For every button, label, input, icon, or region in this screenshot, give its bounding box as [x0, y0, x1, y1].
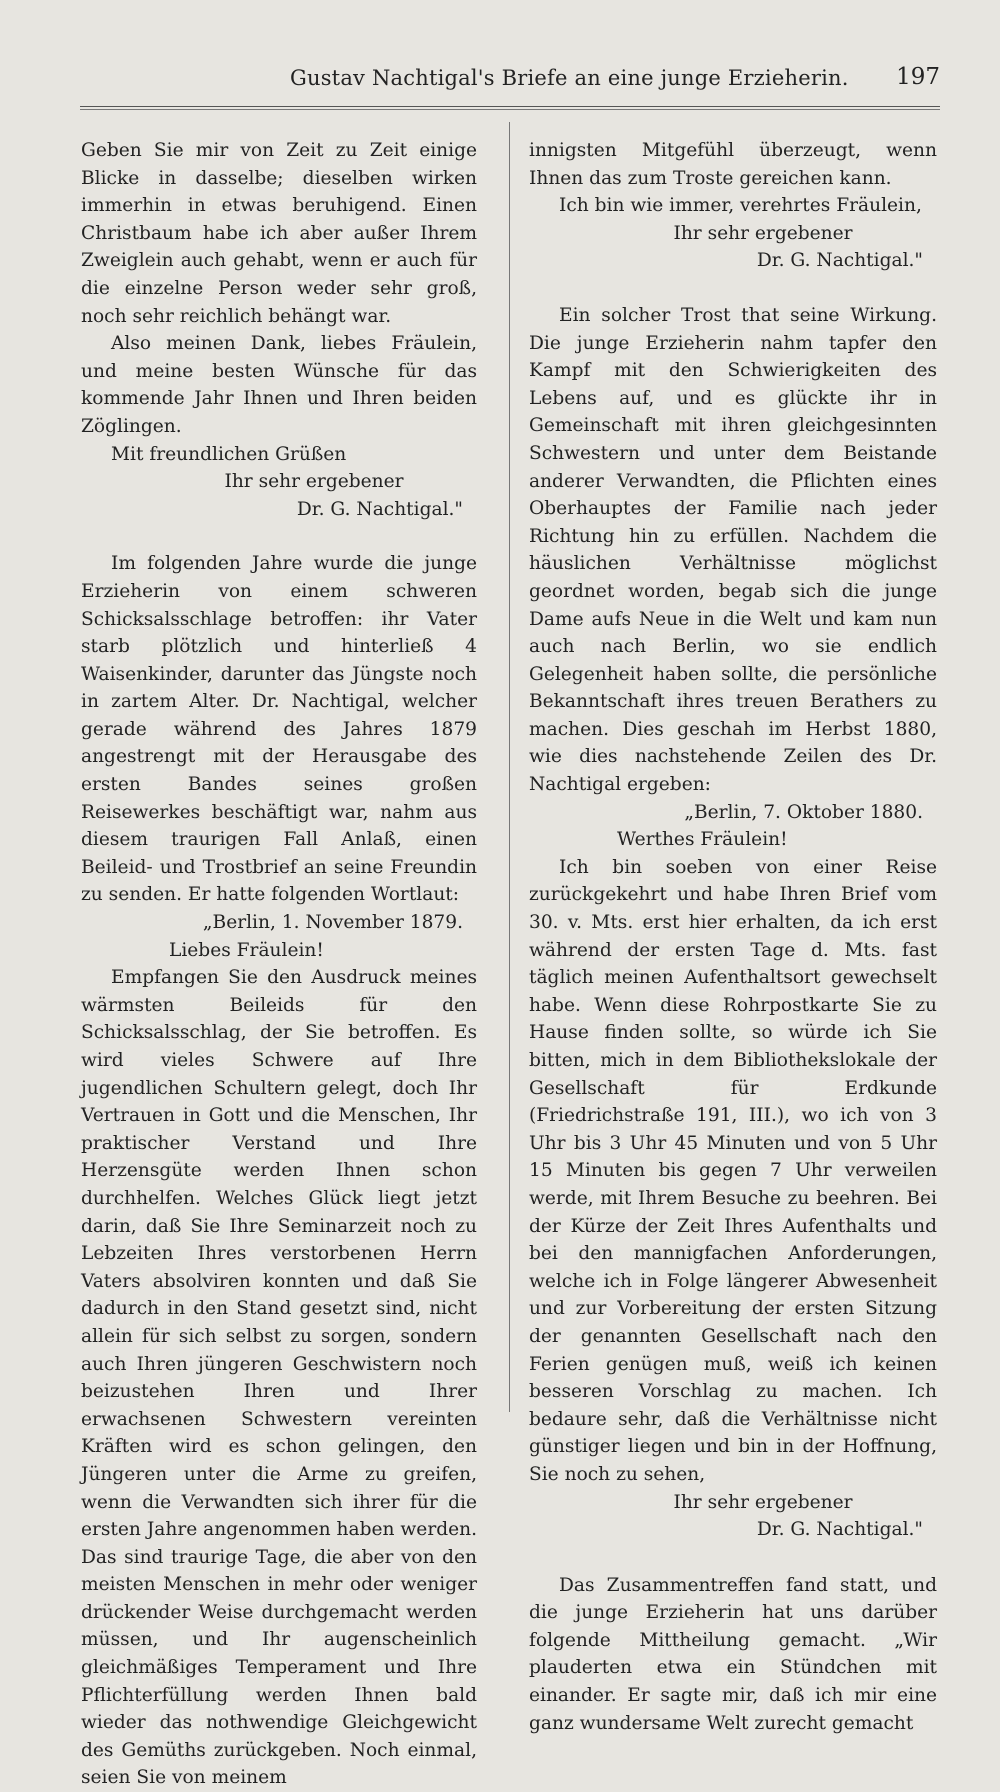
letter-closing: Mit freundlichen Grüßen	[111, 443, 347, 465]
paragraph: Ich bin wie immer, verehrtes Fräulein,	[559, 195, 922, 217]
letter-closing: Ihr sehr ergebener	[224, 471, 404, 493]
running-header	[80, 62, 940, 94]
letter-signature: Dr. G. Nachtigal."	[756, 250, 923, 272]
paragraph: Ein solcher Trost that seine Wirkung. Die junge Erzieherin nahm tapfer den Kampf mit den Schwierigkeiten des Lebens auf, und es glückte ihr in Gemeinschaft mit ihren gleichgesinnten Schwestern und unter dem Beistande anderer Verwandten, die Pflichten eines Oberhauptes der Familie nach jeder Richtung hin zu erfüllen. Nachdem die häuslichen Verhältnisse möglichst geordnet worden, begab sich die junge Dame aufs Neue in die Welt und kam nun auch nach Berlin, wo sie endlich Gelegenheit haben sollte, die persönliche Bekanntschaft ihres treuen Berathers zu machen. Dies geschah im Herbst 1880, wie dies nachstehende Zeilen des Dr. Nachtigal ergeben:	[529, 304, 937, 796]
paragraph: Das Zusammentreffen fand statt, und die junge Erzieherin hat uns darüber folgende Mittheilung gemacht. „Wir plauderten etwa ein Stündchen mit einander. Er sagte mir, daß ich mir eine ganz wundersame Welt zurecht gemacht	[529, 1574, 937, 1734]
right-column	[529, 137, 937, 1737]
running-title: Gustav Nachtigal's Briefe an eine junge Erzieherin.	[290, 66, 849, 90]
paragraph: Im folgenden Jahre wurde die junge Erzieherin von einem schweren Schicksalsschlage betroffen: ihr Vater starb plötzlich und hinterließ 4 Waisenkinder, darunter das Jüngste noch in zartem Alter. Dr. Nachtigal, welcher gerade während des Jahres 1879 angestrengt mit der Herausgabe des ersten Bandes seines großen Reisewerkes beschäftigt war, nahm aus diesem traurigen Fall Anlaß, einen Beileid- und Trostbrief an seine Freundin zu senden. Er hatte folgenden Wortlaut:	[81, 553, 477, 906]
letter-signature: Dr. G. Nachtigal."	[296, 498, 463, 520]
left-column	[81, 137, 477, 1792]
column-divider	[509, 122, 510, 1412]
letter-closing: Ihr sehr ergebener	[673, 222, 853, 244]
paragraph: Ich bin soeben von einer Reise zurückgekehrt und habe Ihren Brief vom 30. v. Mts. erst hier erhalten, da ich erst während der ersten Tage d. Mts. fast täglich meinen Aufenthaltsort gewechselt habe. Wenn diese Rohrpostkarte Sie zu Hause finden sollte, so würde ich Sie bitten, mich in dem Bibliothekslokale der Gesellschaft für Erdkunde (Friedrichstraße 191, III.), wo ich von 3 Uhr bis 3 Uhr 45 Minuten und von 5 Uhr 15 Minuten bis gegen 7 Uhr verweilen werde, mit Ihrem Besuche zu beehren. Bei der Kürze der Zeit Ihres Aufenthalts und bei den mannigfachen Anforderungen, welche ich in Folge längerer Abwesenheit und zur Vorbereitung der ersten Sitzung der genannten Gesellschaft nach den Ferien genügen muß, weiß ich keinen besseren Vorschlag zu machen. Ich bedaure sehr, daß die Verhältnisse nicht günstiger liegen und bin in der Hoffnung, Sie noch zu sehen,	[529, 856, 937, 1485]
header-rule	[80, 106, 940, 110]
paragraph: innigsten Mitgefühl überzeugt, wenn Ihnen das zum Troste gereichen kann.	[529, 140, 937, 189]
letter-dateline: „Berlin, 1. November 1879.	[202, 912, 463, 934]
letter-dateline: „Berlin, 7. Oktober 1880.	[684, 801, 923, 823]
page-number: 197	[896, 64, 940, 90]
paragraph: Empfangen Sie den Ausdruck meines wärmsten Beileids für den Schicksalsschlag, der Sie betroffen. Es wird vieles Schwere auf Ihre jugendlichen Schultern gelegt, doch Ihr Vertrauen in Gott und die Menschen, Ihr praktischer Verstand und Ihre Herzensgüte werden Ihnen schon durchhelfen. Welches Glück liegt jetzt darin, daß Sie Ihre Seminarzeit noch zu Lebzeiten Ihres verstorbenen Herrn Vaters absolviren konnten und daß Sie dadurch in den Stand gesetzt sind, nicht allein für sich selbst zu sorgen, sondern auch Ihren jüngeren Geschwistern noch beizustehen Ihren und Ihrer erwachsenen Schwestern vereinten Kräften wird es schon gelingen, den Jüngeren unter die Arme zu greifen, wenn die Verwandten sich ihrer für die ersten Jahre angenommen haben werden. Das sind traurige Tage, die aber von den meisten Menschen in mehr oder weniger drückender Weise durchgemacht werden müssen, und Ihr augenscheinlich gleichmäßiges Temperament und Ihre Pflichterfüllung werden Ihnen bald wieder das nothwendige Gleichgewicht des Gemüths zurückgeben. Noch einmal, seien Sie von meinem	[81, 967, 477, 1789]
letter-signature: Dr. G. Nachtigal."	[756, 1519, 923, 1541]
letter-closing: Ihr sehr ergebener	[673, 1491, 853, 1513]
letter-salutation: Liebes Fräulein!	[169, 939, 324, 961]
paragraph: Also meinen Dank, liebes Fräulein, und meine besten Wünsche für das kommende Jahr Ihnen und Ihren beiden Zöglingen.	[81, 333, 477, 437]
letter-salutation: Werthes Fräulein!	[617, 829, 788, 851]
paragraph: Geben Sie mir von Zeit zu Zeit einige Blicke in dasselbe; dieselben wirken immerhin in etwas beruhigend. Einen Christbaum habe ich aber außer Ihrem Zweiglein auch gehabt, wenn er auch für die einzelne Person weder sehr groß, noch sehr reichlich behängt war.	[81, 140, 477, 327]
